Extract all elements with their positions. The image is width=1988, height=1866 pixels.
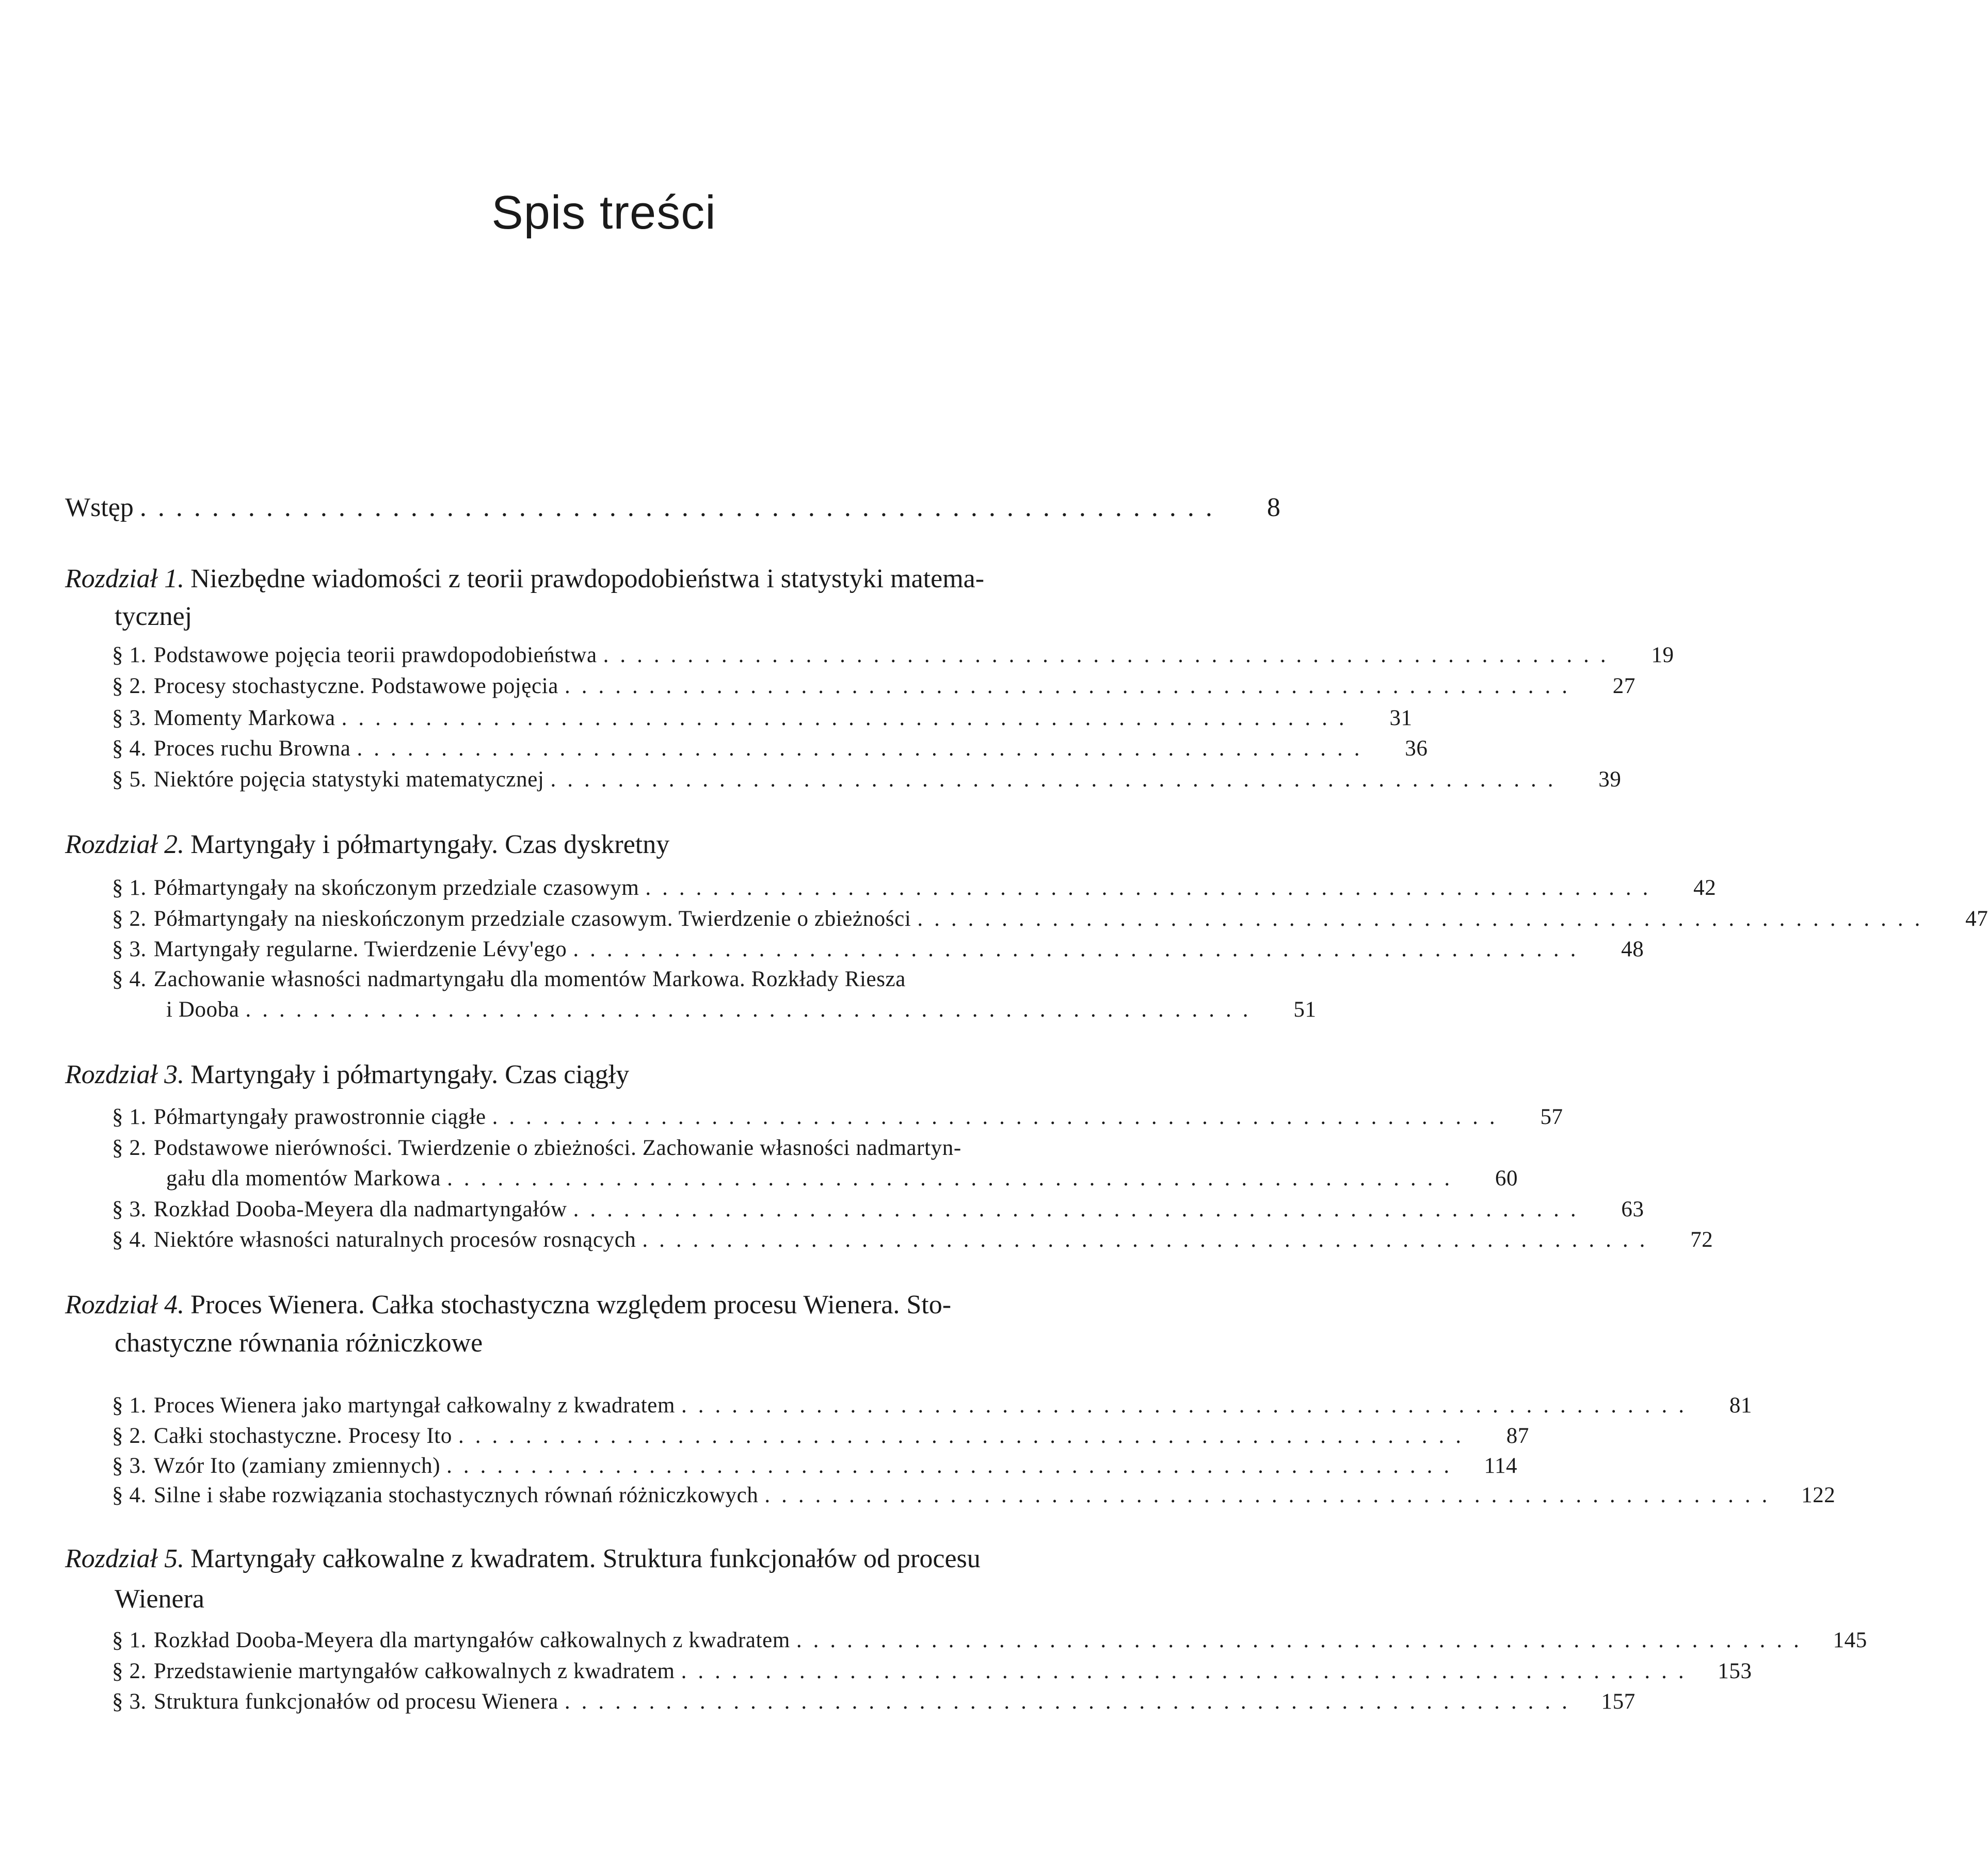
dot-leader: ............................................................ xyxy=(681,1393,1696,1418)
chapter-title: Wienera xyxy=(115,1584,205,1614)
chapter-label: Rozdział 2. xyxy=(65,830,185,859)
section-entry[interactable] xyxy=(112,873,1717,904)
section-title: Całki stochastyczne. Procesy Ito xyxy=(153,1424,452,1448)
section-title: Momenty Markowa xyxy=(153,706,335,730)
page-number: 31 xyxy=(1389,706,1413,730)
section-entry[interactable] xyxy=(112,1480,1836,1511)
dot-leader: ............................................................ xyxy=(645,876,1660,900)
section-entry[interactable] xyxy=(112,934,1644,965)
chapter-heading[interactable] xyxy=(115,1328,1156,1359)
page-number: 145 xyxy=(1833,1628,1867,1652)
page-number: 39 xyxy=(1598,767,1622,792)
dot-leader: ............................................................ xyxy=(764,1483,1779,1507)
section-number: § 3. xyxy=(112,1690,147,1714)
section-entry[interactable] xyxy=(112,1421,1529,1452)
section-title: Wzór Ito (zamiany zmiennych) xyxy=(153,1454,441,1478)
page-number: 87 xyxy=(1506,1424,1529,1448)
dot-leader: ............................................................ xyxy=(564,1690,1579,1714)
section-entry[interactable] xyxy=(112,640,1674,671)
page-number: 81 xyxy=(1729,1393,1753,1418)
chapter-label: Rozdział 5. xyxy=(65,1544,185,1573)
section-number: § 4. xyxy=(112,736,147,761)
section-title: Podstawowe pojęcia teorii prawdopodobieństwa xyxy=(153,643,597,667)
page-number: 19 xyxy=(1651,643,1674,667)
section-title: gału dla momentów Markowa xyxy=(166,1166,441,1191)
chapter-heading[interactable] xyxy=(115,1584,1156,1615)
section-entry[interactable] xyxy=(112,964,1156,995)
section-number: § 2. xyxy=(112,1659,147,1683)
chapter-heading[interactable] xyxy=(65,564,1156,594)
chapter-heading[interactable] xyxy=(65,1290,1156,1321)
chapter-title: chastyczne równania różniczkowe xyxy=(115,1328,483,1358)
section-entry[interactable] xyxy=(112,671,1636,702)
chapter-heading[interactable] xyxy=(65,1059,1156,1090)
section-number: § 3. xyxy=(112,706,147,730)
section-number: § 2. xyxy=(112,907,147,931)
dot-leader: ............................................................ xyxy=(447,1166,1462,1191)
section-number: § 2. xyxy=(112,1424,147,1448)
section-entry[interactable] xyxy=(112,703,1413,734)
page-number: 48 xyxy=(1621,937,1644,961)
dot-leader: ............................................................ xyxy=(492,1105,1506,1129)
page-number: 51 xyxy=(1293,998,1317,1022)
page-number: 42 xyxy=(1693,876,1717,900)
dot-leader: ............................................................ xyxy=(573,937,1588,961)
chapter-title: Niezbędne wiadomości z teorii prawdopodobieństwa i statystyki matema- xyxy=(190,564,985,593)
page-number: 63 xyxy=(1621,1197,1644,1221)
section-entry[interactable] xyxy=(112,733,1428,764)
toc-entry-intro[interactable] xyxy=(65,492,1280,523)
page-number: 122 xyxy=(1801,1483,1836,1507)
page-title: Spis treści xyxy=(491,186,716,239)
section-entry[interactable] xyxy=(112,904,1988,935)
page-number: 57 xyxy=(1540,1105,1563,1129)
section-entry[interactable] xyxy=(112,1390,1753,1421)
section-number: § 2. xyxy=(112,1136,147,1160)
page-number: 36 xyxy=(1405,736,1428,761)
section-title: Zachowanie własności nadmartyngału dla momentów Markowa. Rozkłady Riesza xyxy=(153,967,906,991)
section-title: i Dooba xyxy=(166,998,239,1022)
section-title: Proces ruchu Browna xyxy=(153,736,351,761)
section-number: § 1. xyxy=(112,1105,147,1129)
section-entry[interactable] xyxy=(166,1163,1518,1194)
page-number: 157 xyxy=(1601,1690,1636,1714)
page-number: 153 xyxy=(1718,1659,1752,1683)
chapter-title: Martyngały i półmartyngały. Czas dyskretny xyxy=(190,830,670,859)
chapter-title: tycznej xyxy=(115,602,193,631)
section-number: § 4. xyxy=(112,967,147,991)
section-entry[interactable] xyxy=(166,994,1317,1025)
section-title: Procesy stochastyczne. Podstawowe pojęcia xyxy=(153,674,558,698)
page-number: 27 xyxy=(1612,674,1636,698)
section-number: § 1. xyxy=(112,643,147,667)
dot-leader: ............................................................ xyxy=(341,706,1356,730)
chapter-heading[interactable] xyxy=(115,601,1156,632)
page-number: 114 xyxy=(1484,1454,1518,1478)
dot-leader: ............................................................ xyxy=(446,1454,1461,1478)
section-title: Półmartyngały na skończonym przedziale czasowym xyxy=(153,876,639,900)
dot-leader: ............................................................ xyxy=(550,767,1565,792)
dot-leader: ............................................................ xyxy=(681,1659,1695,1683)
section-title: Przedstawienie martyngałów całkowalnych z kwadratem xyxy=(153,1659,675,1683)
section-title: Rozkład Dooba-Meyera dla nadmartyngałów xyxy=(153,1197,567,1221)
section-number: § 5. xyxy=(112,767,147,792)
page-number: 60 xyxy=(1495,1166,1518,1191)
page-number: 72 xyxy=(1690,1228,1713,1252)
dot-leader: ............................................................ xyxy=(458,1424,1472,1448)
chapter-label: Rozdział 1. xyxy=(65,564,185,593)
section-entry[interactable] xyxy=(112,1102,1563,1133)
section-entry[interactable] xyxy=(112,1225,1713,1256)
chapter-label: Rozdział 4. xyxy=(65,1290,185,1320)
dot-leader: ............................................................ xyxy=(642,1228,1657,1252)
section-title: Struktura funkcjonałów od procesu Wienera xyxy=(153,1690,558,1714)
entry-title: Wstęp xyxy=(65,493,134,522)
section-number: § 4. xyxy=(112,1483,147,1507)
section-number: § 1. xyxy=(112,876,147,900)
section-number: § 1. xyxy=(112,1393,147,1418)
dot-leader: ............................................................ xyxy=(139,493,1224,522)
page-number: 8 xyxy=(1266,493,1280,522)
section-entry[interactable] xyxy=(112,1133,1156,1164)
dot-leader: ............................................................ xyxy=(603,643,1617,667)
section-number: § 3. xyxy=(112,1197,147,1221)
section-title: Proces Wienera jako martyngał całkowalny z kwadratem xyxy=(153,1393,676,1418)
section-title: Półmartyngały prawostronnie ciągłe xyxy=(153,1105,486,1129)
dot-leader: ............................................................ xyxy=(357,736,1371,761)
dot-leader: ............................................................ xyxy=(917,907,1932,931)
page-number: 47 xyxy=(1965,907,1988,931)
section-entry[interactable] xyxy=(112,1451,1518,1482)
chapter-heading[interactable] xyxy=(65,829,1156,860)
chapter-label: Rozdział 3. xyxy=(65,1060,185,1089)
section-title: Silne i słabe rozwiązania stochastycznych równań różniczkowych xyxy=(153,1483,759,1507)
section-number: § 3. xyxy=(112,937,147,961)
dot-leader: ............................................................ xyxy=(573,1197,1588,1221)
section-title: Rozkład Dooba-Meyera dla martyngałów całkowalnych z kwadratem xyxy=(153,1628,790,1652)
section-title: Niektóre własności naturalnych procesów rosnących xyxy=(153,1228,636,1252)
section-entry[interactable] xyxy=(112,1686,1636,1717)
section-title: Martyngały regularne. Twierdzenie Lévy'ego xyxy=(153,937,567,961)
dot-leader: ............................................................ xyxy=(245,998,1260,1022)
section-number: § 4. xyxy=(112,1228,147,1252)
chapter-title: Proces Wienera. Całka stochastyczna względem procesu Wienera. Sto- xyxy=(190,1290,952,1320)
section-entry[interactable] xyxy=(112,1625,1867,1656)
section-entry[interactable] xyxy=(112,1194,1644,1225)
dot-leader: ............................................................ xyxy=(564,674,1579,698)
dot-leader: ............................................................ xyxy=(796,1628,1810,1652)
section-number: § 1. xyxy=(112,1628,147,1652)
section-number: § 2. xyxy=(112,674,147,698)
section-entry[interactable] xyxy=(112,1656,1752,1687)
section-entry[interactable] xyxy=(112,764,1622,795)
chapter-title: Martyngały całkowalne z kwadratem. Struktura funkcjonałów od procesu xyxy=(190,1544,981,1573)
section-title: Podstawowe nierówności. Twierdzenie o zbieżności. Zachowanie własności nadmartyn- xyxy=(153,1136,961,1160)
chapter-heading[interactable] xyxy=(65,1543,1156,1574)
section-number: § 3. xyxy=(112,1454,147,1478)
chapter-title: Martyngały i półmartyngały. Czas ciągły xyxy=(190,1060,630,1089)
section-title: Niektóre pojęcia statystyki matematycznej xyxy=(153,767,544,792)
section-title: Półmartyngały na nieskończonym przedziale czasowym. Twierdzenie o zbieżności xyxy=(153,907,911,931)
